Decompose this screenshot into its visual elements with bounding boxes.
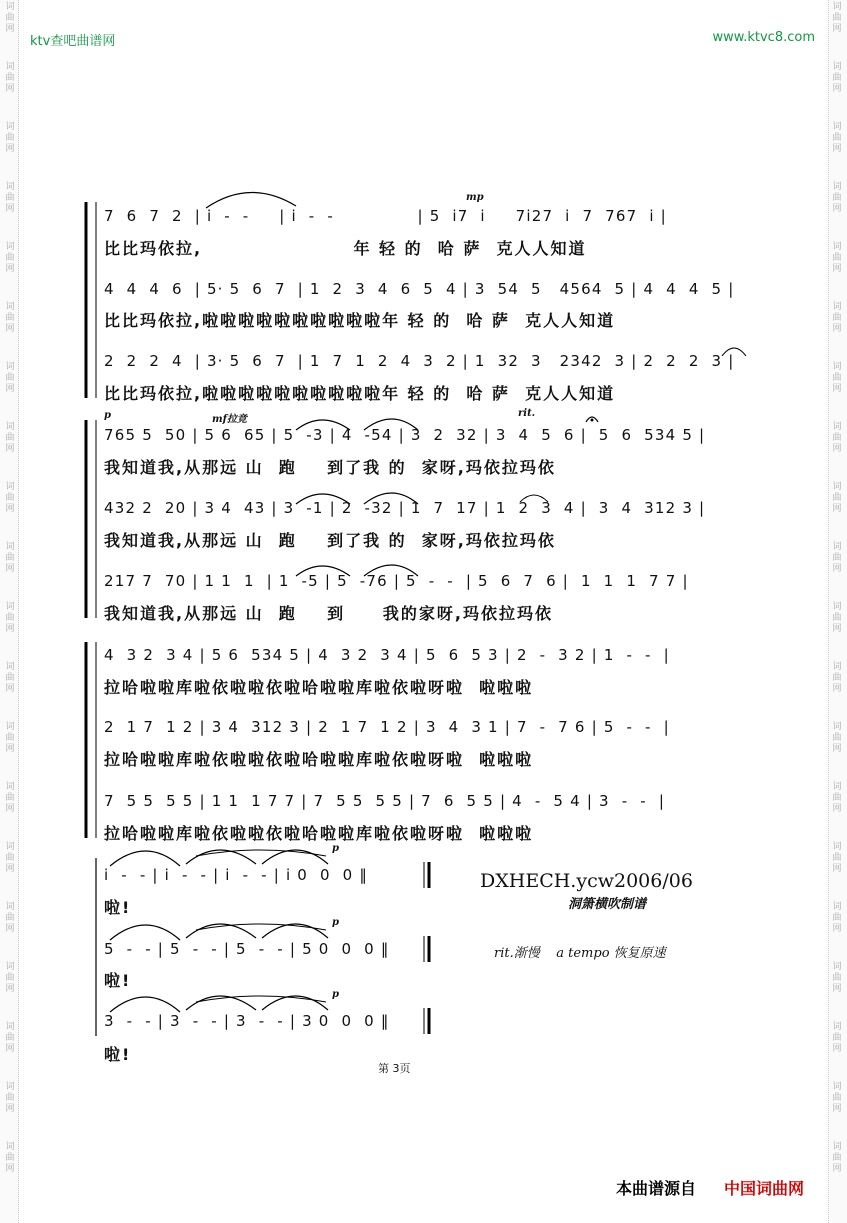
lyric-row: 拉哈啦啦库啦依啦啦依啦哈啦啦库啦依啦呀啦 啦啦啦 <box>104 824 534 843</box>
watermark-text: 词 曲 网 <box>832 122 842 154</box>
notation-row: 3 - - | 3 - - | 3 - - | 3 0 0 0 ‖ <box>104 1012 390 1030</box>
watermark-text: 词 曲 网 <box>5 782 15 814</box>
notation-row: 7 5 5 5 5 | 1 1 1 7 7 | 7 5 5 5 5 | 7 6 5 5 | 4 - 5 4 | 3 - - | <box>104 792 666 810</box>
watermark-text: 词 曲 网 <box>5 422 15 454</box>
watermark-text: 词 曲 网 <box>832 242 842 274</box>
watermark-text: 词 曲 网 <box>832 722 842 754</box>
tempo-legend: rit.渐慢 a tempo 恢复原速 <box>494 946 666 961</box>
lyric-row: 我知道我,从那远 山 跑 到 我的家呀,玛依拉玛依 <box>104 604 554 623</box>
watermark-text: 词 曲 网 <box>832 482 842 514</box>
watermark-text: 词 曲 网 <box>832 542 842 574</box>
notation-row: 217 7 70 | 1 1 1 | 1 -5 | 5 -76 | 5 - - | 5 6 7 6 | 1 1 1 7 7 | <box>104 572 689 590</box>
lyric-row: 比比玛依拉,啦啦啦啦啦啦啦啦啦啦年 轻 的 哈 萨 克人人知道 <box>104 311 616 330</box>
watermark-text: 词 曲 网 <box>5 482 15 514</box>
watermark-text: 词 曲 网 <box>5 662 15 694</box>
watermark-text: 词 曲 网 <box>832 662 842 694</box>
lyric-row: 比比玛依拉,啦啦啦啦啦啦啦啦啦啦年 轻 的 哈 萨 克人人知道 <box>104 384 616 403</box>
watermark-text: 词 曲 网 <box>5 182 15 214</box>
footer-source-label: 本曲谱源自 <box>616 1179 697 1198</box>
watermark-text: 词 曲 网 <box>5 362 15 394</box>
footer-source-site[interactable]: 中国词曲网 <box>724 1179 805 1198</box>
watermark-text: 词 曲 网 <box>832 842 842 874</box>
watermark-text: 词 曲 网 <box>5 1082 15 1114</box>
watermark-text: 词 曲 网 <box>832 1022 842 1054</box>
watermark-text: 词 曲 网 <box>832 1082 842 1114</box>
watermark-text: 词 曲 网 <box>832 422 842 454</box>
watermark-text: 词 曲 网 <box>832 782 842 814</box>
dynamic-p-end: p <box>332 989 339 1000</box>
watermark-text: 词 曲 网 <box>5 902 15 934</box>
watermark-text: 词 曲 网 <box>5 242 15 274</box>
watermark-text: 词 曲 网 <box>5 1022 15 1054</box>
arranger-credit: DXHECH.ycw2006/06 <box>480 870 693 892</box>
arranger-note: 洞箫横吹制谱 <box>568 897 647 912</box>
watermark-text: 词 曲 网 <box>5 2 15 34</box>
notation-row: 765 5 50 | 5 6 65 | 5 -3 | 4 -54 | 3 2 32 | 3 4 5 6 | 5 6 534 5 | <box>104 426 706 444</box>
watermark-text: 词 曲 网 <box>5 122 15 154</box>
watermark-text: 词 曲 网 <box>832 302 842 334</box>
watermark-text: 词 曲 网 <box>5 602 15 634</box>
watermark-text: 词 曲 网 <box>5 1142 15 1174</box>
watermark-text: 词 曲 网 <box>5 962 15 994</box>
watermark-text: 词 曲 网 <box>832 1142 842 1174</box>
notation-row: 5 - - | 5 - - | 5 - - | 5 0 0 0 ‖ <box>104 940 390 958</box>
header-site-name[interactable]: ktv查吧曲谱网 <box>30 34 116 49</box>
lyric-row: 比比玛依拉, 年 轻 的 哈 萨 克人人知道 <box>104 239 587 258</box>
notation-row: 432 2 20 | 3 4 43 | 3 -1 | 2 -32 | 1 7 17 | 1 2 3 4 | 3 4 312 3 | <box>104 499 706 517</box>
dynamic-p: p <box>104 410 111 421</box>
watermark-text: 词 曲 网 <box>5 842 15 874</box>
lyric-row: 我知道我,从那远 山 跑 到了我 的 家呀,玛依拉玛依 <box>104 531 556 550</box>
lyric-row: 拉哈啦啦库啦依啦啦依啦哈啦啦库啦依啦呀啦 啦啦啦 <box>104 678 534 697</box>
watermark-text: 词 曲 网 <box>832 362 842 394</box>
watermark-text: 词 曲 网 <box>5 542 15 574</box>
dynamic-p-end: p <box>332 917 339 928</box>
header-site-url[interactable]: www.ktvc8.com <box>712 30 815 45</box>
watermark-text: 词 曲 网 <box>5 302 15 334</box>
notation-row: 4 4 4 6 | 5· 5 6 7 | 1 2 3 4 6 5 4 | 3 54 5 4564 5 | 4 4 4 5 | <box>104 280 735 298</box>
lyric-row: 我知道我,从那远 山 跑 到了我 的 家呀,玛依拉玛依 <box>104 458 556 477</box>
rit-mark: rit. <box>518 408 536 419</box>
notation-row: 4 3 2 3 4 | 5 6 534 5 | 4 3 2 3 4 | 5 6 5 3 | 2 - 3 2 | 1 - - | <box>104 646 670 664</box>
watermark-text: 词 曲 网 <box>832 902 842 934</box>
notation-row: i - - | i - - | i - - | i 0 0 0 ‖ <box>104 866 369 884</box>
watermark-text: 词 曲 网 <box>832 2 842 34</box>
page-number: 第 3页 <box>378 1062 411 1075</box>
notation-row: 7 6 7 2 | i - - | i - - | 5 i7 i 7i27 i 7 767 i | <box>104 207 667 225</box>
dynamic-mp: mp <box>466 192 484 203</box>
lyric-row: 啦! <box>104 898 132 917</box>
watermark-text: 词 曲 网 <box>832 62 842 94</box>
watermark-text: 词 曲 网 <box>5 62 15 94</box>
lyric-row: 拉哈啦啦库啦依啦啦依啦哈啦啦库啦依啦呀啦 啦啦啦 <box>104 750 534 769</box>
watermark-text: 词 曲 网 <box>832 602 842 634</box>
dynamic-p-end: p <box>332 843 339 854</box>
notation-row: 2 2 2 4 | 3· 5 6 7 | 1 7 1 2 4 3 2 | 1 32 3 2342 3 | 2 2 2 3 | <box>104 352 735 370</box>
watermark-text: 词 曲 网 <box>832 182 842 214</box>
lyric-row: 啦! <box>104 1045 132 1064</box>
lyric-row: 啦! <box>104 971 132 990</box>
notation-row: 2 1 7 1 2 | 3 4 312 3 | 2 1 7 1 2 | 3 4 3 1 | 7 - 7 6 | 5 - - | <box>104 718 670 736</box>
dynamic-mf: mf拉竞 <box>212 414 247 425</box>
watermark-text: 词 曲 网 <box>832 962 842 994</box>
watermark-text: 词 曲 网 <box>5 722 15 754</box>
